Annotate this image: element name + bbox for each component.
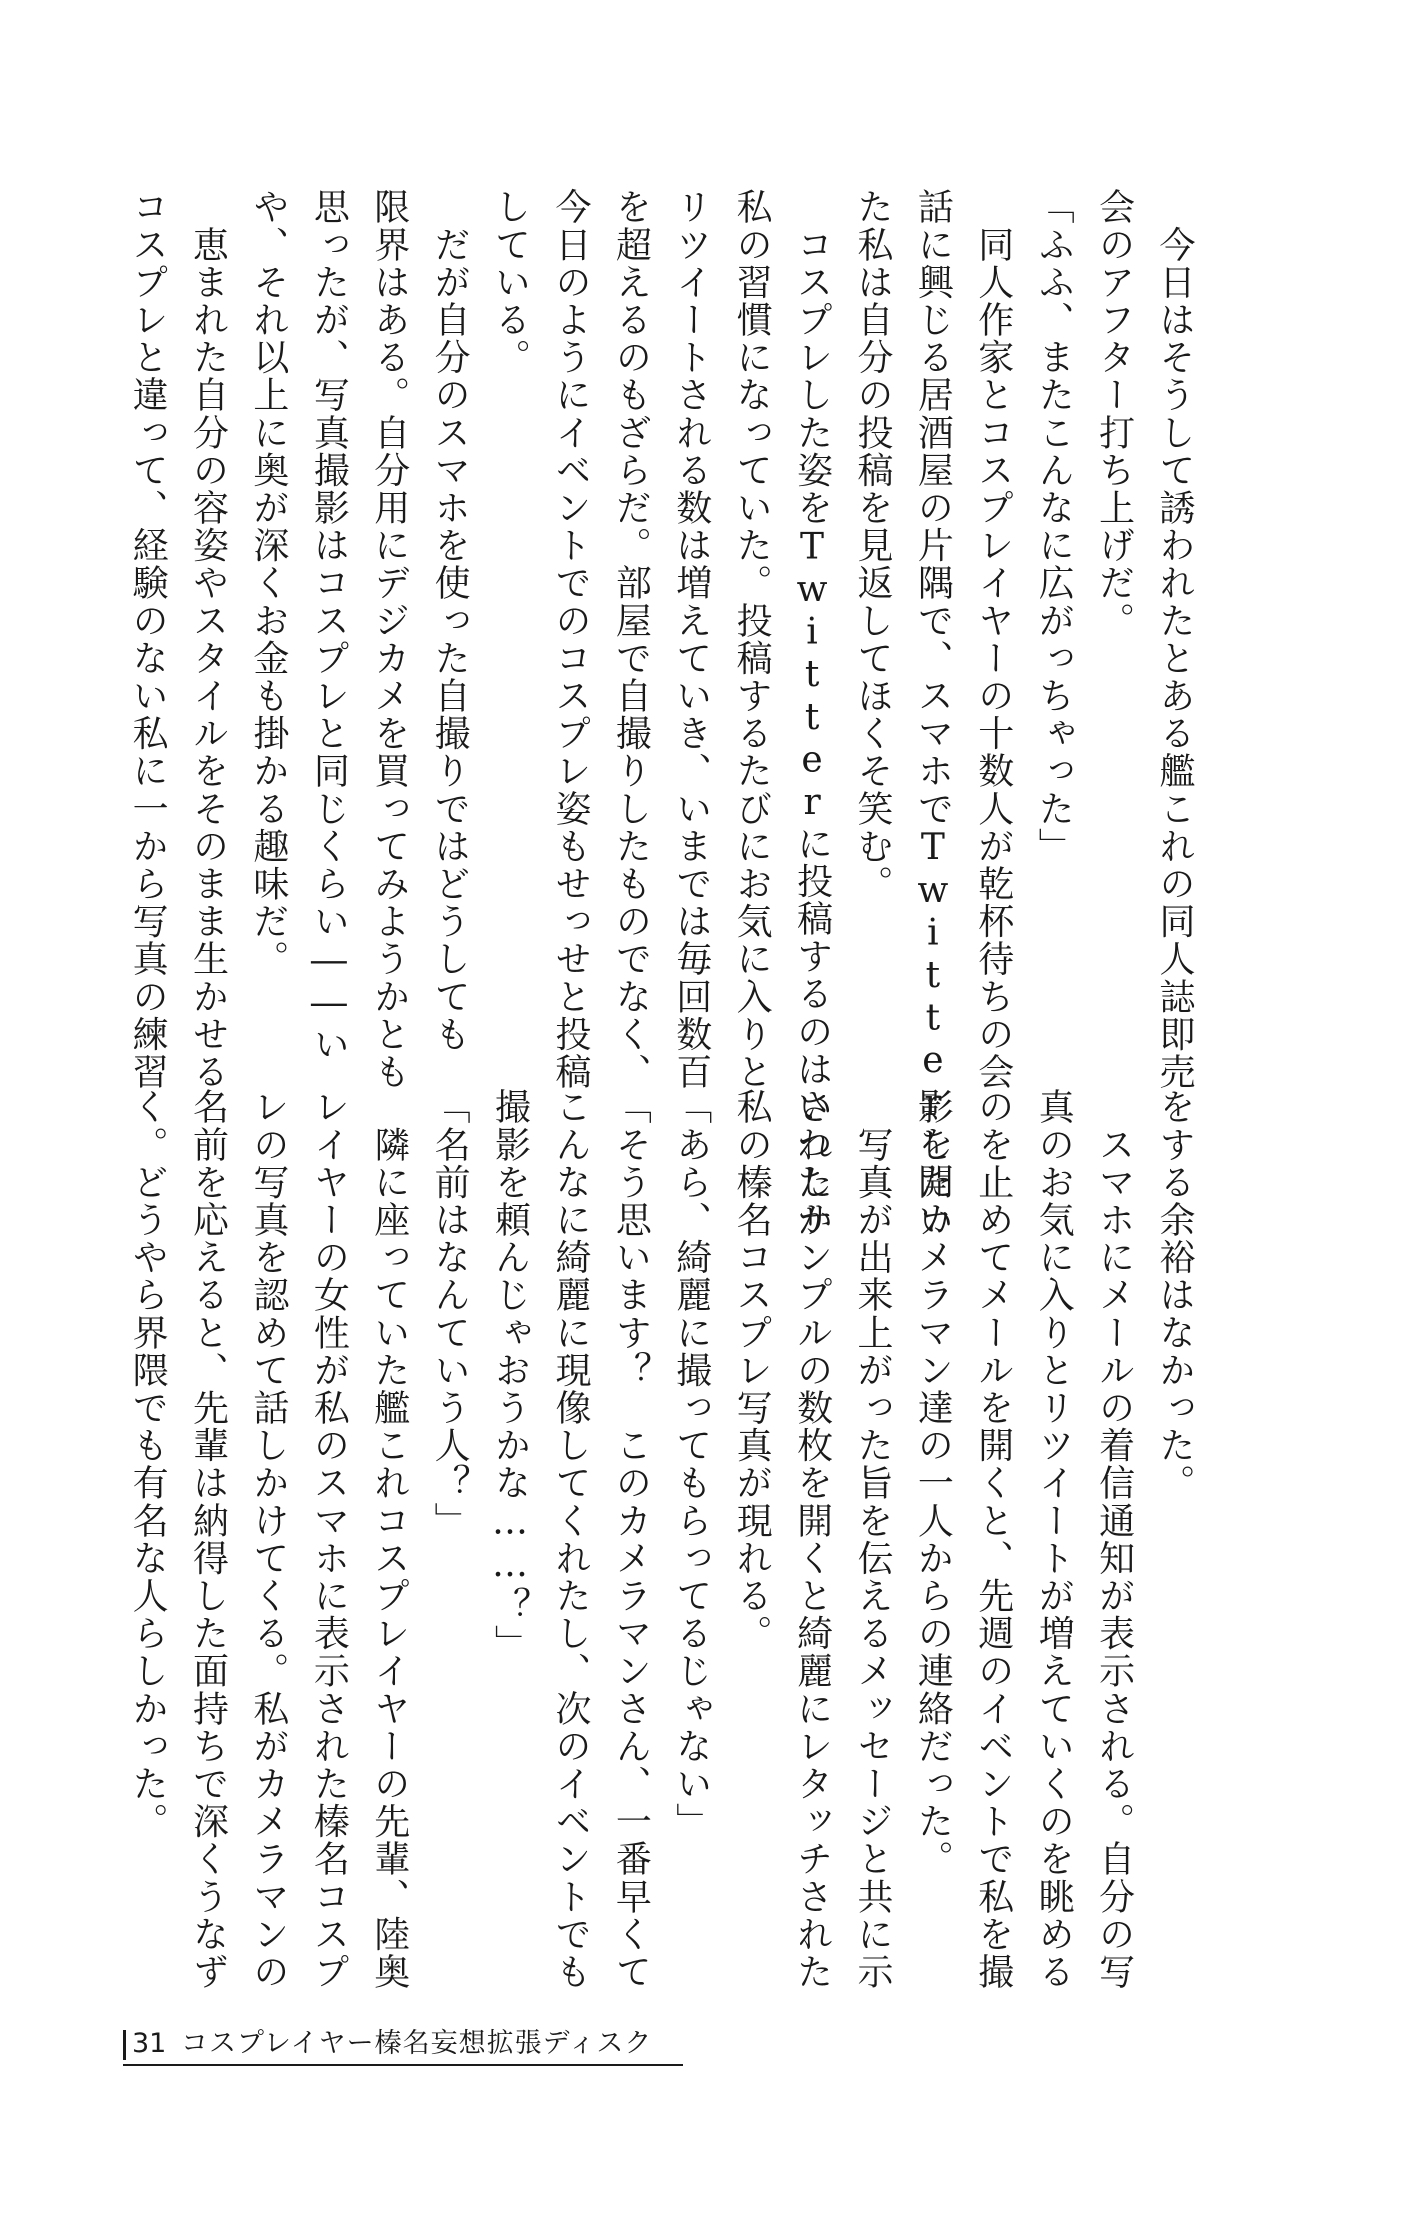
text-line: レイヤーの女性が私のスマホに表示された榛名コスプ [308,1088,350,1991]
text-line: されたサンプルの数枚を開くと綺麗にレタッチされた [791,1088,833,1991]
text-line: コスプレした姿をTwitterに投稿するのはいつしか [791,188,833,1239]
text-line: レの写真を認めて話しかけてくる。私がカメラマンの [247,1088,289,1991]
text-line: こんなに綺麗に現像してくれたし、次のイベントでも [549,1088,591,1991]
text-line: のを止めてメールを開くと、先週のイベントで私を撮 [972,1088,1014,1991]
text-line: 「ふふ、またこんなに広がっちゃった」 [1033,188,1075,865]
text-line: 今日のようにイベントでのコスプレ姿もせっせと投稿 [549,188,591,1091]
text-line: 写真が出来上がった旨を伝えるメッセージと共に示 [851,1088,893,1991]
text-line: スマホにメールの着信通知が表示される。自分の写 [1093,1088,1135,1991]
text-line: 名前を応えると、先輩は納得した面持ちで深くうなず [187,1088,229,1991]
text-line: をする余裕はなかった。 [1154,1088,1195,1502]
text-line: 話に興じる居酒屋の片隅で、スマホでTwitterを開い [912,188,954,1239]
text-block-top [116,188,1204,1239]
text-line: 隣に座っていた艦これコスプレイヤーの先輩、陸奥 [368,1088,410,1991]
page-footer [123,2024,763,2068]
footer-bar [123,2030,126,2060]
text-line: している。 [489,188,531,376]
page-number: 31 [132,2028,167,2059]
text-line: や、それ以上に奥が深くお金も掛かる趣味だ。 [247,188,289,978]
text-line: 今日はそうして誘われたとある艦これの同人誌即売 [1154,188,1195,1091]
text-line: 「あら、綺麗に撮ってもらってるじゃない」 [670,1088,712,1840]
text-line: を超えるのもざらだ。部屋で自撮りしたものでなく、 [610,188,652,1091]
text-line: 会のアフター打ち上げだ。 [1093,188,1135,640]
text-line: 私の榛名コスプレ写真が現れる。 [731,1088,773,1652]
text-line: 「名前はなんていう人？」 [429,1088,471,1540]
text-line: 影したカメラマン達の一人からの連絡だった。 [912,1088,954,1878]
book-title: コスプレイヤー榛名妄想拡張ディスク [181,2028,653,2059]
text-line: 限界はある。自分用にデジカメを買ってみようかとも [368,188,410,1091]
text-line: 思ったが、写真撮影はコスプレと同じくらい――い [308,188,350,1063]
text-line: 「そう思います？ このカメラマンさん、一番早くて [610,1088,652,1991]
text-block-bottom [127,1088,1204,1991]
text-line: 私の習慣になっていた。投稿するたびにお気に入りと [731,188,773,1091]
footer-underline [123,2064,683,2066]
text-line: 真のお気に入りとリツイートが増えていくのを眺める [1033,1088,1075,1991]
text-line: く。どうやら界隈でも有名な人らしかった。 [127,1088,169,1840]
text-line: 同人作家とコスプレイヤーの十数人が乾杯待ちの会 [972,188,1014,1091]
text-line: 撮影を頼んじゃおうかな……？」 [489,1088,531,1662]
text-line: 恵まれた自分の容姿やスタイルをそのまま生かせる [187,188,229,1091]
text-line: た私は自分の投稿を見返してほくそ笑む。 [851,188,893,903]
text-line: だが自分のスマホを使った自撮りではどうしても [429,188,471,1053]
text-line: リツイートされる数は増えていき、いまでは毎回数百 [670,188,712,1091]
text-line: コスプレと違って、経験のない私に一から写真の練習 [127,188,169,1091]
